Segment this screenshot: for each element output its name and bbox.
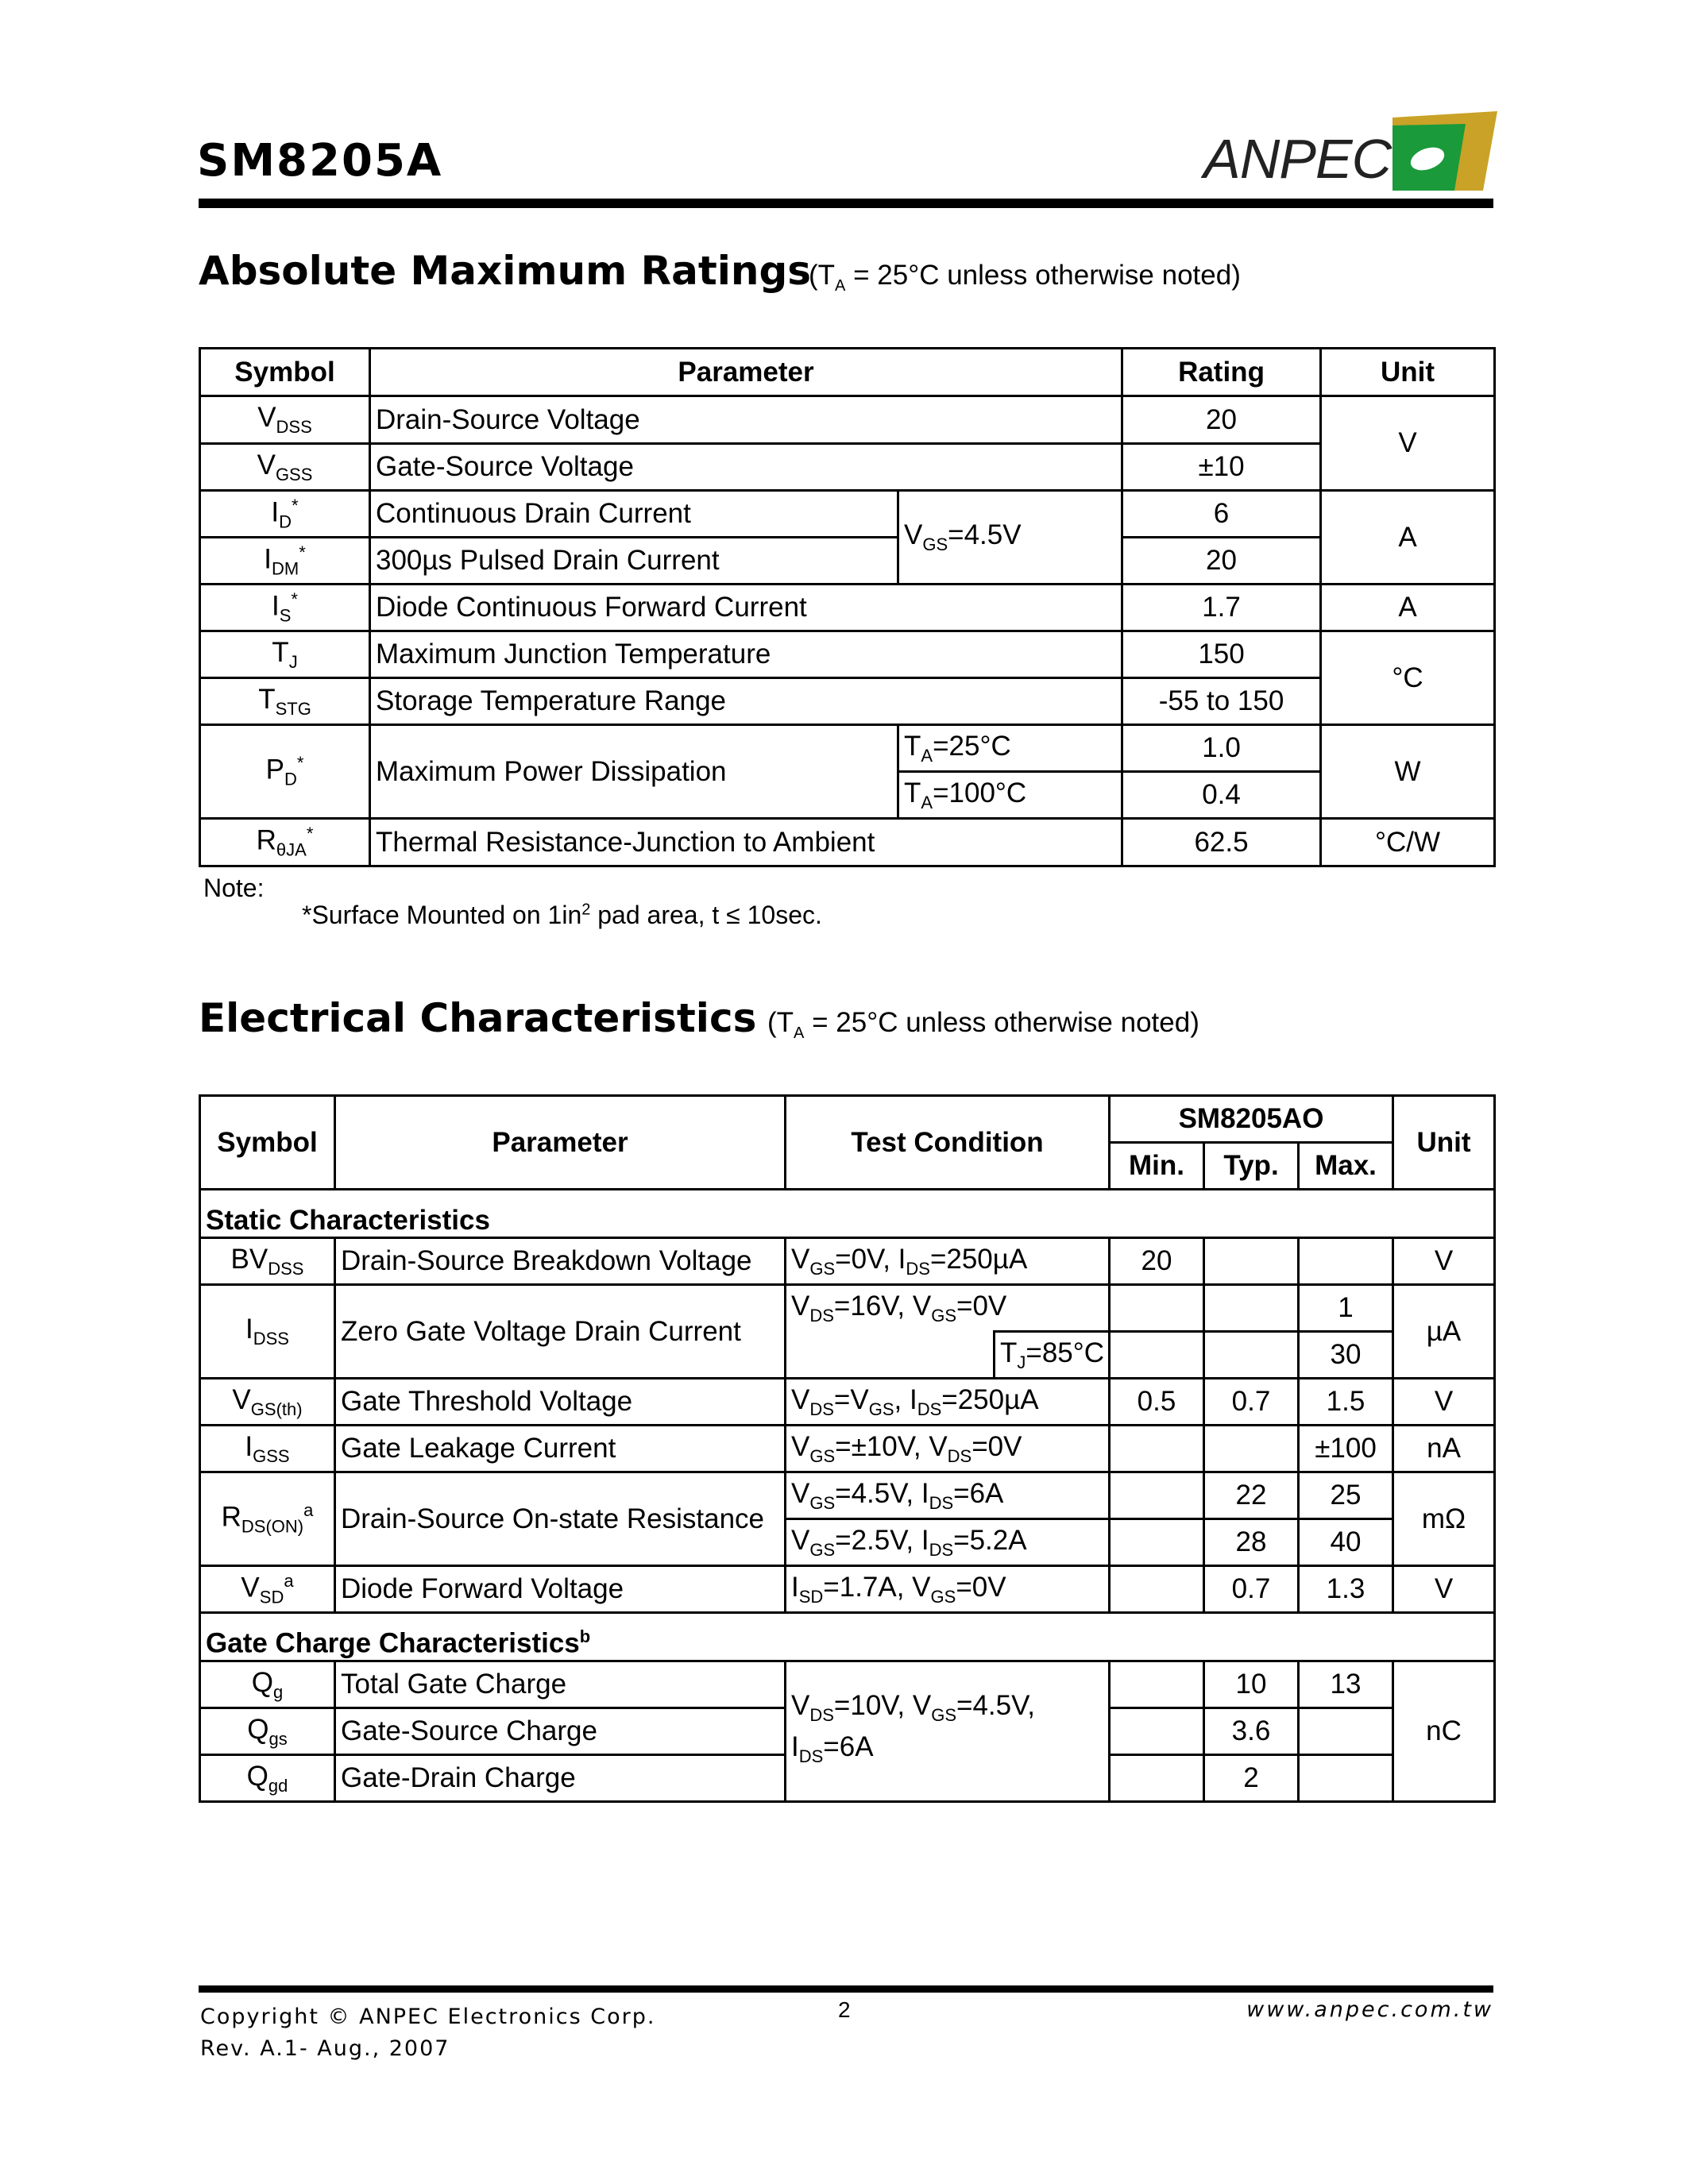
condition-cell: $V_{GS}=4.5V$ bbox=[898, 491, 1122, 585]
max-cell: 30 bbox=[1299, 1332, 1393, 1379]
parameter-cell: Maximum Junction Temperature bbox=[370, 631, 1122, 678]
symbol-cell: $Q_g$ bbox=[200, 1661, 335, 1708]
rating-cell: 1.7 bbox=[1122, 585, 1321, 631]
rating-cell: -55 to 150 bbox=[1122, 678, 1321, 725]
parameter-cell: 300µs Pulsed Drain Current bbox=[370, 538, 898, 585]
table-row bbox=[200, 725, 1495, 772]
section-row bbox=[200, 1613, 1495, 1661]
col-header: Symbol bbox=[200, 1096, 335, 1190]
parameter-cell: Storage Temperature Range bbox=[370, 678, 1122, 725]
copyright-text: Copyright © ANPEC Electronics Corp. bbox=[200, 2005, 656, 2029]
table-row bbox=[200, 819, 1495, 866]
table-row bbox=[200, 538, 1495, 585]
symbol-cell: $I_{GSS}$ bbox=[200, 1426, 335, 1472]
elec-condition: ($T_A = 25^\circ C$ unless otherwise noted) bbox=[767, 1007, 1199, 1042]
condition-cell: $T_A=25^\circ C$ bbox=[898, 725, 1122, 772]
parameter-cell: Diode Forward Voltage bbox=[335, 1566, 786, 1613]
col-header: Parameter bbox=[335, 1096, 786, 1190]
parameter-cell: Drain-Source Breakdown Voltage bbox=[335, 1238, 786, 1285]
typ-cell: 0.7 bbox=[1204, 1566, 1299, 1613]
symbol-cell: $I_{DM}^*$ bbox=[200, 538, 370, 585]
condition-cell: $T_J=85^\circ C$ bbox=[995, 1332, 1110, 1379]
unit-cell: W bbox=[1321, 725, 1495, 819]
website-url: www.anpec.com.tw bbox=[1246, 1997, 1493, 2022]
rating-cell: 0.4 bbox=[1122, 772, 1321, 819]
table-row bbox=[200, 1472, 1495, 1519]
page-number: 2 bbox=[838, 1997, 851, 2022]
note-text: *Surface Mounted on $1in^2$ pad area, t ≤ 10sec. bbox=[302, 901, 822, 929]
parameter-cell: Continuous Drain Current bbox=[370, 491, 898, 538]
parameter-cell: Diode Continuous Forward Current bbox=[370, 585, 1122, 631]
table-row bbox=[200, 491, 1495, 538]
section-title: Static Characteristics bbox=[200, 1190, 1495, 1238]
max-cell: ±100 bbox=[1299, 1426, 1393, 1472]
table-row bbox=[200, 1285, 1495, 1332]
parameter-cell: Gate Leakage Current bbox=[335, 1426, 786, 1472]
table-row bbox=[200, 1379, 1495, 1426]
parameter-cell: Drain-Source Voltage bbox=[370, 396, 1122, 444]
symbol-cell: $Q_{gd}$ bbox=[200, 1755, 335, 1802]
min-cell: 20 bbox=[1110, 1238, 1204, 1285]
part-number: SM8205A bbox=[197, 135, 443, 187]
symbol-cell: $R_{\theta JA}^*$ bbox=[200, 819, 370, 866]
table-row bbox=[200, 1566, 1495, 1613]
header-rule bbox=[199, 199, 1493, 208]
table-header bbox=[200, 349, 1495, 396]
col-header: Symbol bbox=[200, 349, 370, 396]
rating-cell: 20 bbox=[1122, 538, 1321, 585]
typ-cell: 22 bbox=[1204, 1472, 1299, 1519]
min-cell bbox=[1110, 1285, 1204, 1332]
min-cell bbox=[1110, 1661, 1204, 1708]
max-cell: 1 bbox=[1299, 1285, 1393, 1332]
condition-cell: $V_{GS}=2.5V$, $I_{DS}=5.2A$ bbox=[786, 1519, 1110, 1566]
unit-cell: A bbox=[1321, 491, 1495, 585]
unit-cell: V bbox=[1393, 1566, 1495, 1613]
col-header: Unit bbox=[1321, 349, 1495, 396]
typ-cell: 2 bbox=[1204, 1755, 1299, 1802]
min-cell: 0.5 bbox=[1110, 1379, 1204, 1426]
min-cell bbox=[1110, 1426, 1204, 1472]
footer-copyright bbox=[200, 2001, 655, 2065]
table-row bbox=[200, 1238, 1495, 1285]
section-row bbox=[200, 1190, 1495, 1238]
col-header: SM8205AO bbox=[1110, 1096, 1393, 1143]
parameter-cell: Zero Gate Voltage Drain Current bbox=[335, 1285, 786, 1379]
typ-cell: 3.6 bbox=[1204, 1708, 1299, 1755]
rating-cell: 20 bbox=[1122, 396, 1321, 444]
symbol-cell: $T_J$ bbox=[200, 631, 370, 678]
logo-mark-icon bbox=[1378, 111, 1497, 195]
max-cell bbox=[1299, 1708, 1393, 1755]
typ-cell: 28 bbox=[1204, 1519, 1299, 1566]
condition-cell: $V_{GS}=\pm 10V$, $V_{DS}=0V$ bbox=[786, 1426, 1110, 1472]
symbol-cell: $R_{DS(ON)}^a$ bbox=[200, 1472, 335, 1566]
col-header: Min. bbox=[1110, 1143, 1204, 1190]
max-cell bbox=[1299, 1238, 1393, 1285]
col-header: Unit bbox=[1393, 1096, 1495, 1190]
rating-cell: 150 bbox=[1122, 631, 1321, 678]
max-cell: 40 bbox=[1299, 1519, 1393, 1566]
symbol-cell: $V_{GSS}$ bbox=[200, 444, 370, 491]
abs-max-condition: ($T_A = 25^\circ C$ unless otherwise noted) bbox=[809, 260, 1241, 295]
parameter-cell: Gate-Drain Charge bbox=[335, 1755, 786, 1802]
elec-title: Electrical Characteristics bbox=[199, 995, 757, 1041]
symbol-cell: $V_{SD}^a$ bbox=[200, 1566, 335, 1613]
typ-cell bbox=[1204, 1238, 1299, 1285]
unit-cell: A bbox=[1321, 585, 1495, 631]
min-cell bbox=[1110, 1519, 1204, 1566]
footer-rule bbox=[199, 1985, 1493, 1993]
table-row bbox=[200, 396, 1495, 444]
min-cell bbox=[1110, 1566, 1204, 1613]
max-cell: 1.5 bbox=[1299, 1379, 1393, 1426]
parameter-cell: Maximum Power Dissipation bbox=[370, 725, 898, 819]
table-header bbox=[200, 1096, 1495, 1143]
typ-cell bbox=[1204, 1426, 1299, 1472]
condition-cell: $V_{DS}=10V$, $V_{GS}=4.5V$, $I_{DS}=6A$ bbox=[786, 1661, 1110, 1802]
typ-cell: 10 bbox=[1204, 1661, 1299, 1708]
logo-text: ANPEC bbox=[1203, 128, 1392, 190]
elec-table bbox=[199, 1094, 1496, 1803]
min-cell bbox=[1110, 1755, 1204, 1802]
symbol-cell: $BV_{DSS}$ bbox=[200, 1238, 335, 1285]
condition-cell: $V_{DS}=V_{GS}$, $I_{DS}=250\mu A$ bbox=[786, 1379, 1110, 1426]
symbol-cell: $I_S^*$ bbox=[200, 585, 370, 631]
unit-cell: µA bbox=[1393, 1285, 1495, 1379]
parameter-cell: Total Gate Charge bbox=[335, 1661, 786, 1708]
symbol-cell: $Q_{gs}$ bbox=[200, 1708, 335, 1755]
rating-cell: 6 bbox=[1122, 491, 1321, 538]
table-row bbox=[200, 585, 1495, 631]
col-header: Parameter bbox=[370, 349, 1122, 396]
condition-cell: $V_{DS}=16V$, $V_{GS}=0V$ bbox=[786, 1285, 1110, 1332]
min-cell bbox=[1110, 1332, 1204, 1379]
section-title: Gate Charge Characteristics$^b$ bbox=[200, 1613, 1495, 1661]
abs-max-table bbox=[199, 347, 1496, 867]
typ-cell bbox=[1204, 1285, 1299, 1332]
col-header: Max. bbox=[1299, 1143, 1393, 1190]
unit-cell: V bbox=[1393, 1238, 1495, 1285]
unit-cell: V bbox=[1321, 396, 1495, 491]
parameter-cell: Gate Threshold Voltage bbox=[335, 1379, 786, 1426]
table-row bbox=[200, 678, 1495, 725]
parameter-cell: Gate-Source Charge bbox=[335, 1708, 786, 1755]
symbol-cell: $T_{STG}$ bbox=[200, 678, 370, 725]
parameter-cell: Gate-Source Voltage bbox=[370, 444, 1122, 491]
unit-cell: V bbox=[1393, 1379, 1495, 1426]
table-row bbox=[200, 1661, 1495, 1708]
condition-spacer bbox=[786, 1332, 995, 1379]
revision-text: Rev. A.1- Aug., 2007 bbox=[200, 2036, 450, 2061]
symbol-cell: $I_D^*$ bbox=[200, 491, 370, 538]
max-cell: 25 bbox=[1299, 1472, 1393, 1519]
note-label: Note: bbox=[203, 874, 265, 902]
symbol-cell: $V_{GS(th)}$ bbox=[200, 1379, 335, 1426]
table-row bbox=[200, 444, 1495, 491]
col-header: Test Condition bbox=[786, 1096, 1110, 1190]
unit-cell: nC bbox=[1393, 1661, 1495, 1802]
parameter-cell: Thermal Resistance-Junction to Ambient bbox=[370, 819, 1122, 866]
min-cell bbox=[1110, 1472, 1204, 1519]
rating-cell: 62.5 bbox=[1122, 819, 1321, 866]
anpec-logo bbox=[1203, 111, 1497, 199]
symbol-cell: $P_D^*$ bbox=[200, 725, 370, 819]
abs-max-title: Absolute Maximum Ratings bbox=[199, 248, 812, 294]
parameter-cell: Drain-Source On-state Resistance bbox=[335, 1472, 786, 1566]
unit-cell: mΩ bbox=[1393, 1472, 1495, 1566]
condition-cell: $I_{SD}=1.7A$, $V_{GS}=0V$ bbox=[786, 1566, 1110, 1613]
condition-cell: $T_A=100^\circ C$ bbox=[898, 772, 1122, 819]
symbol-cell: $V_{DSS}$ bbox=[200, 396, 370, 444]
rating-cell: 1.0 bbox=[1122, 725, 1321, 772]
unit-cell: °C bbox=[1321, 631, 1495, 725]
max-cell bbox=[1299, 1755, 1393, 1802]
unit-cell: nA bbox=[1393, 1426, 1495, 1472]
max-cell: 1.3 bbox=[1299, 1566, 1393, 1613]
rating-cell: ±10 bbox=[1122, 444, 1321, 491]
col-header: Rating bbox=[1122, 349, 1321, 396]
symbol-cell: $I_{DSS}$ bbox=[200, 1285, 335, 1379]
table-row bbox=[200, 1426, 1495, 1472]
col-header: Typ. bbox=[1204, 1143, 1299, 1190]
table-row bbox=[200, 631, 1495, 678]
typ-cell bbox=[1204, 1332, 1299, 1379]
condition-cell: $V_{GS}=4.5V$, $I_{DS}=6A$ bbox=[786, 1472, 1110, 1519]
typ-cell: 0.7 bbox=[1204, 1379, 1299, 1426]
min-cell bbox=[1110, 1708, 1204, 1755]
unit-cell: °C/W bbox=[1321, 819, 1495, 866]
condition-cell: $V_{GS}=0V$, $I_{DS}=250\mu A$ bbox=[786, 1238, 1110, 1285]
max-cell: 13 bbox=[1299, 1661, 1393, 1708]
